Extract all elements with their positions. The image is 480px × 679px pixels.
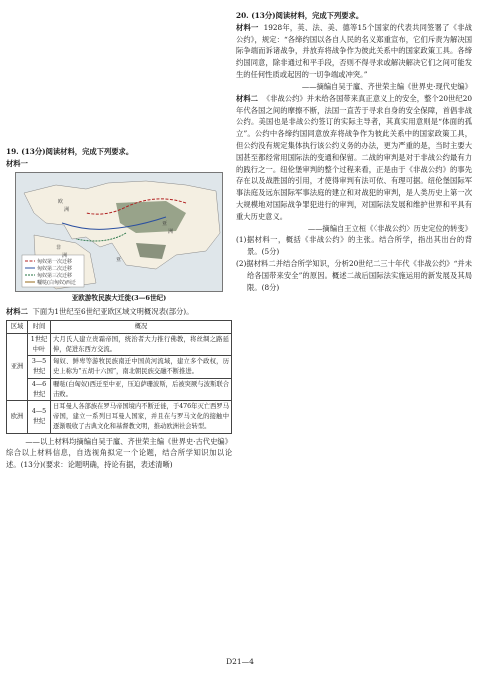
map-caption: 亚欧游牧民族大迁徙(3—6世纪): [71, 293, 167, 302]
q20-title: 20. (13分)阅读材料，完成下列要求。: [236, 11, 364, 20]
map-label-asia-3: 亚: [116, 256, 122, 263]
q20-material2: [236, 93, 472, 223]
q20-subquestion-1: (1)据材料一，概括《非战公约》的主张。结合所学，指出其出台的背景。(5分): [236, 235, 472, 257]
table-row: [7, 378, 232, 401]
q20-material1-source: ——摘编自吴于廑、齐世荣主编《世界史·现代史编》: [301, 81, 472, 91]
q20-subquestion-2: (2)据材料二并结合所学知识，分析20世纪二三十年代《非战公约》“并未给各国带来安全”的原因。概述二战后国际法实施运用的新发展及其局限。(8分): [236, 259, 472, 292]
q20-material2-source: ——摘编自王立桓《〈非战公约〉历史定位的转变》: [307, 223, 472, 233]
q19-material1-label: 材料一: [6, 158, 28, 168]
table-row: [7, 356, 232, 379]
q19-material2-label: 材料二: [6, 307, 28, 317]
map-legend-1: 匈奴第一次迁移: [37, 258, 73, 265]
table-row: [7, 401, 232, 433]
map-label-africa-1: 非: [56, 244, 62, 251]
table-time-cell: 3—5世纪: [28, 356, 51, 379]
table-desc-cell: 匈奴、鲜卑等游牧民族南迁中国黄河流域，建立多个政权，历史上称为“五胡十六国”，南北朝民族交融不断推进。: [51, 356, 232, 379]
map-label-africa-2: 洲: [62, 252, 68, 259]
table-header-row: [7, 321, 232, 334]
q20-material1: [236, 22, 472, 81]
table-region-cell: 欧洲: [7, 401, 28, 433]
q19-material2-text: 下面为1世纪至6世纪亚欧区域文明概况表(部分)。: [32, 307, 194, 317]
q19-material2: [6, 306, 232, 318]
table-desc-cell: 大月氏人建立贵霜帝国，统治者大力推行佛教，将丝绸之路延伸，促进东西方交流。: [51, 333, 232, 356]
question-19: [6, 146, 232, 471]
q19-question: 综合以上材料信息，自选视角拟定一个论题，结合所学知识加以论述。(13分)(要求：论题明确，持论有据，表述清晰): [6, 448, 232, 470]
table-time-cell: 4—6世纪: [28, 378, 51, 401]
q20-material1-label: 材料一: [236, 22, 259, 32]
table-header: 区域: [7, 321, 28, 334]
table-time-cell: 4—5世纪: [28, 401, 51, 433]
civilization-table: [6, 320, 232, 434]
q20-material1-text: 1928年，英、法、美、德等15个国家的代表共同签署了《非战公约》，规定：“各缔约国以各自人民的名义郑重宣布，它们斥责为解决国际争端而诉诸战争，并放弃将战争作为彼此关系中的国家政策工具。各缔约国同意，除非通过和平手段，否则不得寻求或解决解决它们之间可能发生的任何性质或起因的一切争端或冲突。”: [236, 22, 473, 80]
map-label-europe-1: 欧: [58, 198, 64, 205]
question-20: [236, 10, 472, 294]
table-time-cell: 1世纪中叶: [28, 333, 51, 356]
table-region-cell: 亚洲: [7, 333, 28, 401]
table-row: [7, 333, 232, 356]
q19-source: ——以上材料均摘编自吴于廑、齐世荣主编《世界史·古代史编》: [25, 436, 232, 446]
table-desc-cell: 嚈哒(白匈奴)西迁至中亚，压迫萨珊波斯，后被突厥与波斯联合击败。: [51, 378, 232, 401]
map-label-europe-2: 洲: [64, 206, 70, 213]
q20-material2-label: 材料二: [236, 93, 259, 103]
map-legend-4: 嚈哒(白匈奴)西迁: [37, 279, 76, 286]
map-legend-2: 匈奴第二次迁移: [37, 265, 73, 272]
migration-map: [15, 172, 223, 292]
map-text-layer: [16, 173, 222, 291]
map-label-asia-1: 亚: [162, 220, 168, 227]
table-header: 概况: [51, 321, 232, 334]
table-header: 时间: [28, 321, 51, 334]
q19-title: 19. (13分)阅读材料，完成下列要求。: [6, 147, 134, 156]
q20-material2-text: 《非战公约》并未给各国带来真正意义上的安全，整个20世纪20年代各国之间的摩擦不断，法国一直苦于寻求自身的安全保障，首倡非战公约。美国也是非战公约签订的实际主导者，其真实用意则是“体面的孤立”。公约中各缔约国同意放弃将战争作为彼此关系中的国家政策工具，但公约没有规定集体执行该公约义务的办法，更为严重的是，当时主要大国甚至都经常用国际法的变通和保留。二战的审判是对于非战公约最有力的践行之一。纽伦堡审判的整个过程来看，正是由于《非战公约》的事先存在以及战胜国的引用，才使得审判有法可依、有理可据。纽伦堡国际军事法庭及远东国际军事法庭的建立和对战犯的审判，是人类历史上第一次大规模地对国际战争罪犯进行的审判，对国际法发展和维护世界和平具有重大历史意义。: [236, 93, 473, 221]
table-desc-cell: 日耳曼人各部族在罗马帝国境内不断迁徙，于476年灭亡西罗马帝国，建立一系列日耳曼人国家，并且在与罗马文化的接触中逐渐吸收了古典文化和基督教文明，推动欧洲社会转型。: [51, 401, 232, 433]
map-legend-3: 匈奴第三次迁移: [37, 272, 73, 279]
page-number: D21—4: [226, 657, 254, 666]
map-label-asia-2: 洲: [168, 228, 174, 235]
